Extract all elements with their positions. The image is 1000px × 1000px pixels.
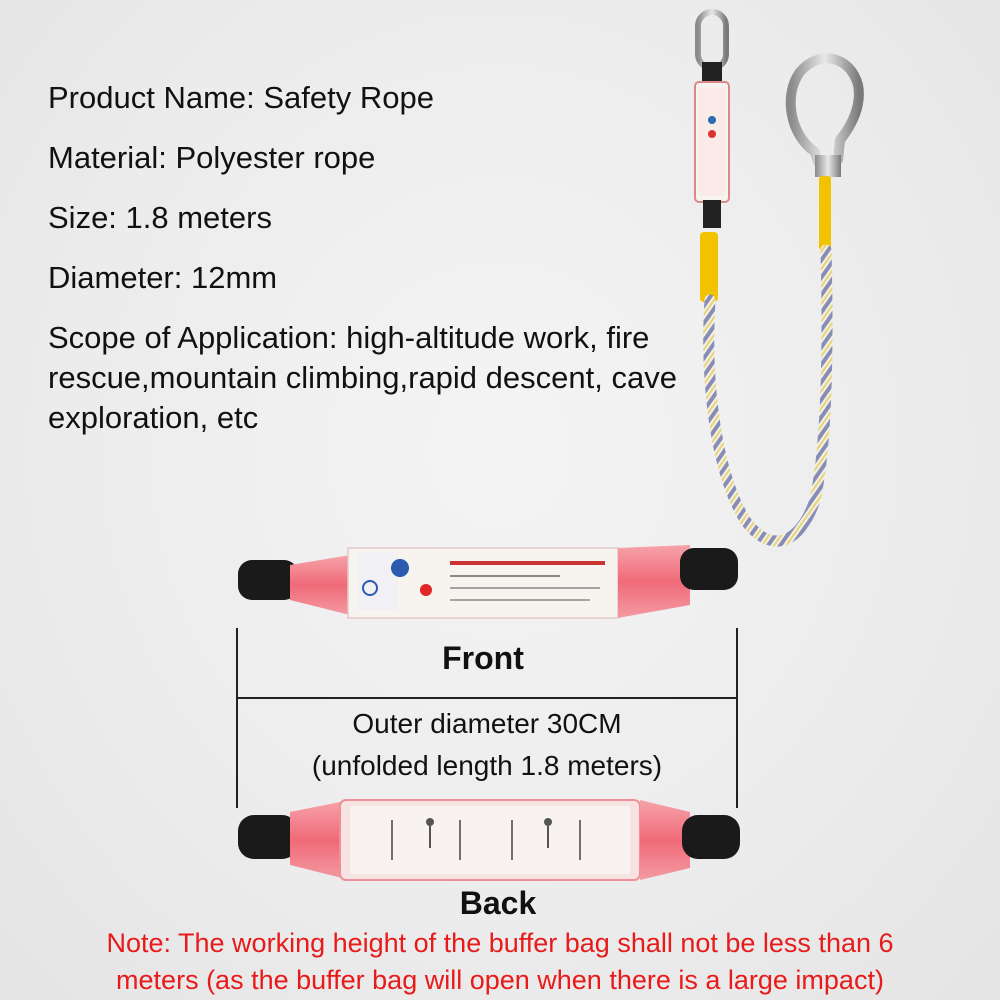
outer-diameter-text: Outer diameter 30CM <box>352 708 622 739</box>
rope-sleeve-right <box>819 176 831 250</box>
spec-scope: Scope of Application: high-altitude work, fire rescue,mountain climbing,rapid descent, cave exploration, etc <box>48 320 677 435</box>
dimension-line-horizontal <box>238 697 736 699</box>
snap-hook-icon <box>791 58 859 177</box>
back-label: Back <box>459 885 537 921</box>
spec-product-name: Product Name: Safety Rope <box>48 80 434 115</box>
shock-absorber-back <box>238 800 740 880</box>
shock-absorber-front <box>238 545 738 618</box>
rope-sleeve-left <box>700 232 718 302</box>
note-line-2: meters (as the buffer bag will open when there is a large impact) <box>116 965 884 995</box>
dimension-line-right <box>736 628 738 808</box>
carabiner-icon <box>698 12 726 84</box>
note-line-1: Note: The working height of the buffer bag shall not be less than 6 <box>106 928 894 958</box>
front-label: Front <box>442 640 524 676</box>
hanging-buffer-pack <box>695 82 729 228</box>
braided-rope <box>709 250 827 541</box>
spec-material: Material: Polyester rope <box>48 140 376 175</box>
spec-diameter: Diameter: 12mm <box>48 260 278 295</box>
spec-size: Size: 1.8 meters <box>48 200 272 235</box>
unfolded-length-text: (unfolded length 1.8 meters) <box>311 750 663 781</box>
